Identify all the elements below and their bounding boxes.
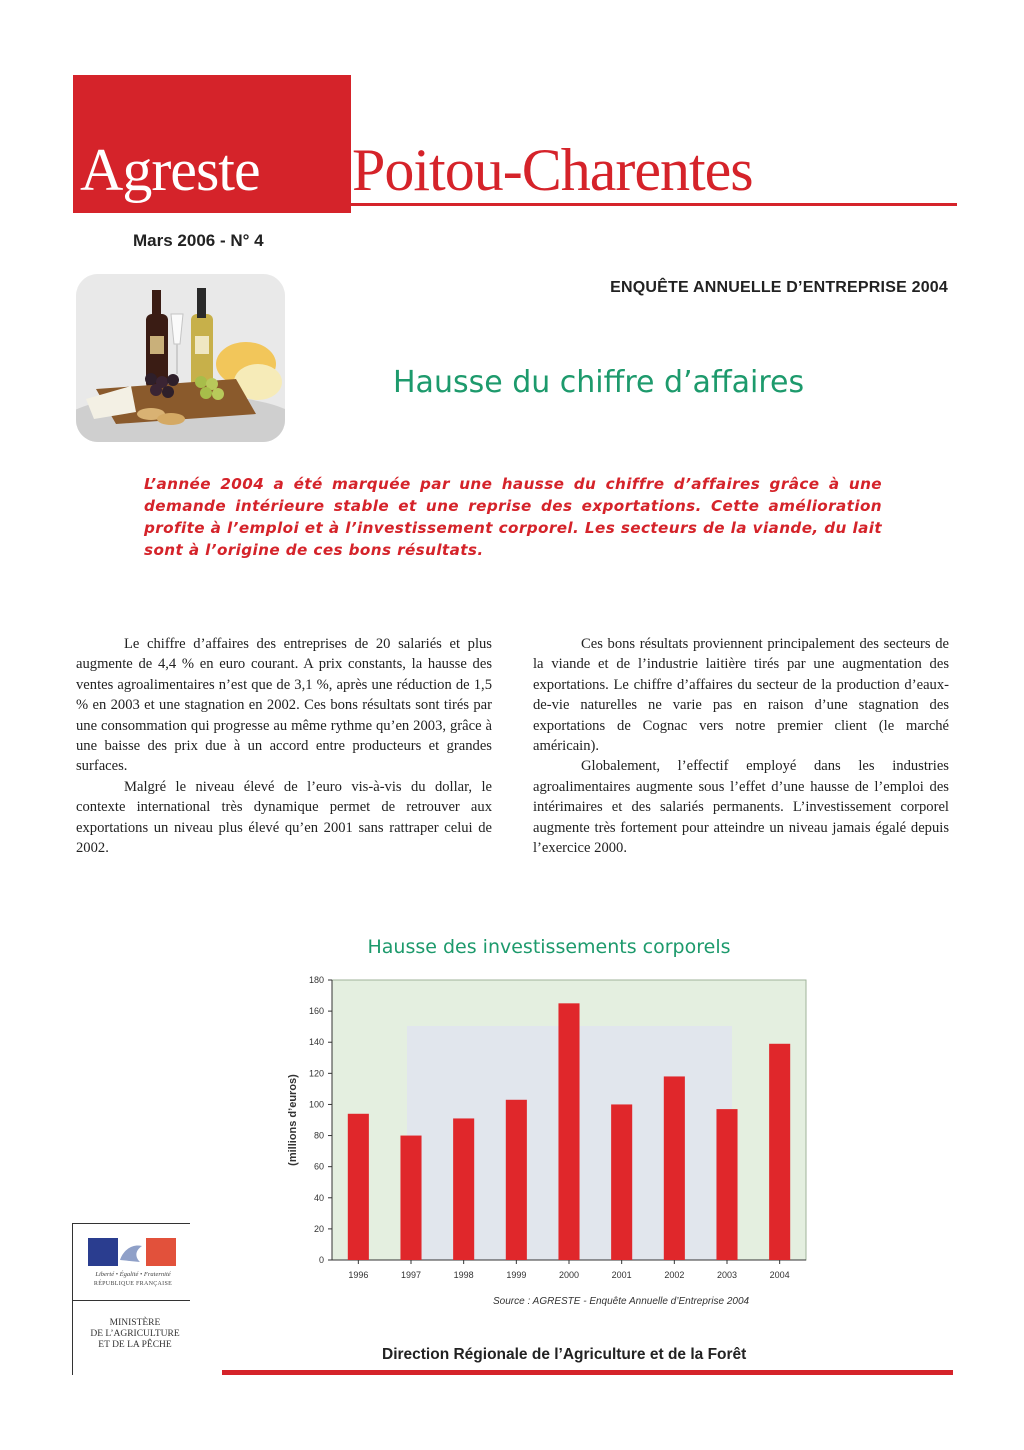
bar-2004 [769, 1044, 790, 1260]
x-tick-label: 2001 [611, 1270, 632, 1280]
x-tick-label: 2002 [664, 1270, 685, 1280]
bar-2003 [716, 1109, 737, 1260]
chart-source: Source : AGRESTE - Enquête Annuelle d’Entreprise 2004 [493, 1296, 750, 1307]
x-tick-label: 1997 [400, 1270, 422, 1280]
bar-2000 [558, 1003, 579, 1260]
x-tick-label: 2004 [769, 1270, 790, 1280]
y-tick-label: 80 [313, 1130, 324, 1141]
bar-1999 [506, 1100, 527, 1260]
investment-bar-chart [280, 972, 820, 1312]
y-tick-label: 160 [308, 1006, 324, 1017]
direction-name: Direction Régionale de l’Agriculture et de la Forêt [382, 1346, 747, 1363]
y-tick-label: 140 [308, 1037, 324, 1048]
text-column-right [533, 634, 949, 858]
x-tick-label: 1998 [453, 1270, 474, 1280]
bar-1997 [400, 1136, 421, 1260]
republic-name: RÉPUBLIQUE FRANÇAISE [93, 1281, 173, 1287]
marianne-logo [88, 1238, 176, 1266]
ministry-line: ET DE LA PÊCHE [98, 1340, 172, 1350]
y-tick-label: 40 [313, 1192, 324, 1203]
brand-region: Poitou-Charentes [352, 137, 753, 203]
y-axis-label: (millions d’euros) [287, 1074, 299, 1166]
republic-motto: Liberté • Égalité • Fraternité [95, 1271, 171, 1278]
x-tick-label: 1999 [506, 1270, 527, 1280]
y-tick-label: 0 [318, 1255, 324, 1265]
ministry-frame-line [72, 1223, 73, 1375]
issue-date: Mars 2006 - N° 4 [133, 231, 264, 250]
wine-cheese-photo [76, 274, 285, 442]
y-tick-label: 120 [308, 1068, 324, 1079]
bar-2002 [664, 1076, 685, 1260]
paragraph: Malgré le niveau élevé de l’euro vis-à-vis du dollar, le contexte international très dynamique permet de retrouver aux exportations un niveau plus élevé qu’en 2001 sans rattraper celui de 2002. [76, 778, 492, 857]
paragraph: Le chiffre d’affaires des entreprises de 20 salariés et plus augmente de 4,4 % en euro courant. A prix constants, la hausse des ventes agroalimentaires n’est que de 3,1 %, après une réduction de 1,5 % en 2003 et une stagnation en 2002. Ces bons résultats sont tirés par une consommation qui progresse au même rythme qu’en 2003, grâce à une baisse des prix due à un accord entre producteurs et grandes surfaces. [76, 636, 492, 775]
header-rule [351, 203, 957, 206]
bar-1996 [348, 1114, 369, 1260]
ministry-line: MINISTÈRE [109, 1318, 161, 1328]
footer-rule [222, 1370, 953, 1375]
survey-name: ENQUÊTE ANNUELLE D’ENTREPRISE 2004 [610, 279, 948, 296]
ministry-divider [72, 1300, 190, 1301]
x-tick-label: 2000 [558, 1270, 580, 1280]
paragraph: Globalement, l’effectif employé dans les industries agroalimentaires augmente sous l’effet d’une hausse de l’emploi des intérimaires et des salariés permanents. L’investissement corporel augmente très fortement pour atteindre un niveau jamais égalé depuis l’exercice 2000. [533, 758, 949, 857]
y-tick-label: 180 [308, 975, 324, 985]
ministry-line: DE L’AGRICULTURE [90, 1329, 180, 1339]
y-tick-label: 100 [308, 1099, 324, 1110]
brand-agreste: Agreste [80, 137, 260, 203]
y-tick-label: 60 [313, 1161, 324, 1172]
x-tick-label: 2003 [716, 1270, 738, 1280]
y-tick-label: 20 [313, 1223, 324, 1234]
bar-1998 [453, 1118, 474, 1260]
chart-title: Hausse des investissements corporels [367, 936, 731, 958]
text-column-left [76, 634, 492, 858]
article-lead: L’année 2004 a été marquée par une hausse du chiffre d’affaires grâce à une demande intérieure stable et une reprise des exportations. Cette amélioration profite à l’emploi et à l’investissement corporel. Les secteurs de la viande, du lait sont à l’origine de ces bons résultats. [144, 475, 882, 559]
ministry-name [74, 1318, 196, 1351]
paragraph: Ces bons résultats proviennent principalement des secteurs de la viande et de l’industrie laitière tirés par une augmentation des exportations. Le chiffre d’affaires du secteur de la production d’eaux-de-vie naturelles ne varie pas en raison d’une stagnation des exportations de Cognac vers notre premier client (le marché américain). [533, 636, 949, 755]
ministry-frame-top [72, 1223, 190, 1224]
bar-2001 [611, 1104, 632, 1260]
x-tick-label: 1996 [348, 1270, 369, 1280]
article-title: Hausse du chiffre d’affaires [393, 365, 805, 400]
